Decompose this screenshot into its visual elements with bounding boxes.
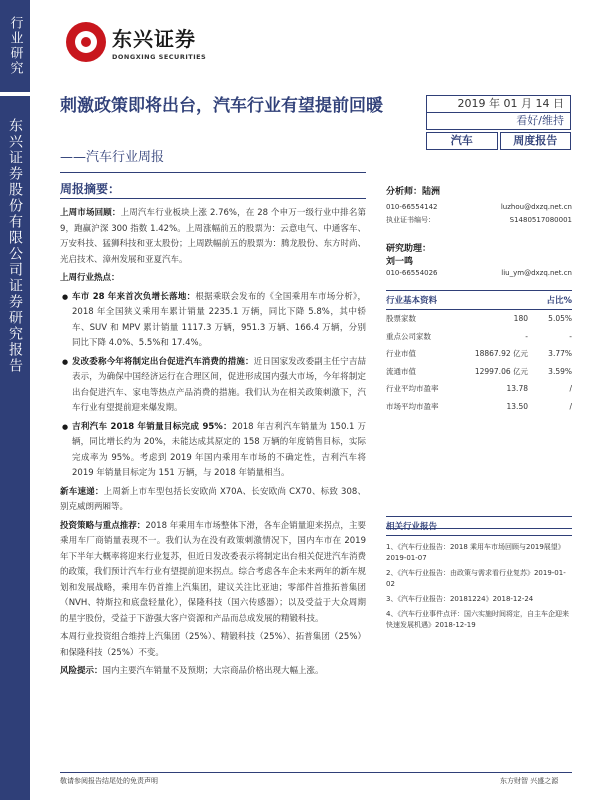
- table-cell-value: 18867.92 亿元: [474, 349, 528, 359]
- report-subtitle: ——汽车行业周报: [60, 150, 165, 165]
- table-row: [386, 363, 572, 381]
- report-type-tag: 周度报告: [500, 132, 572, 150]
- logo-cn-text: 东兴证券: [112, 27, 196, 51]
- related-report-link[interactable]: 3、《汽车行业报告：20181224》2018-12-24: [386, 595, 534, 603]
- bullet-text: 2018 年吉利汽车销量为 150.1 万辆，同比增长约为 20%，未能达成其原定的 158 万辆的年度销售目标，实际完成率为 95%。考虑到 2019 年国内乘用车市场的不确定性，吉利汽车将 2019 年销量目标定为 151 万辆，与 2018 年销量相当。: [72, 421, 366, 478]
- summary-heading: 周报摘要：: [60, 182, 121, 196]
- chart-area: [386, 416, 572, 529]
- strategy-text: 2018 年乘用车市场整体下滑，各车企销量迎来拐点，主要乘用车厂商销量表现不一。我们认为在没有政策刺激情况下，国内车市在 2019 年下半年大概率将迎来行业复苏，但近日发改委表示将制定出台相关促进汽车消费的政策，我们预计汽车行业有望提前迎来拐点。综合考虑各车企未来两年的新车规划和发展战略，乘用车仍首推上汽集团，建议关注比亚迪；零部件首推拓普集团（NVH、特斯拉和底盘轻量化），保隆科技（国六传感器）；以及受益于大众周期的星宇股份，受益于下游强大客户资源和产品而总成发展的精锻科技。: [60, 520, 367, 624]
- portfolio-paragraph: 本周行业投资组合维持上汽集团（25%）、精锻科技（25%）、拓普集团（25%）和保隆科技（25%）不变。: [60, 632, 366, 658]
- analyst-email[interactable]: luzhou@dxzq.net.cn: [500, 203, 572, 211]
- sidebar-category-label: 行业研究: [7, 16, 23, 76]
- analyst-label: 分析师：: [386, 187, 423, 197]
- assistant-name: 刘一鸣: [386, 257, 414, 267]
- bullet-lead: 发改委称今年将制定出台促进汽车消费的措施：: [72, 356, 254, 367]
- analyst-panel: [386, 184, 572, 280]
- strategy-lead: 投资策略与重点推荐：: [60, 520, 146, 531]
- table-cell-pct: 5.05%: [548, 314, 572, 323]
- table-pct-header: 占比%: [546, 296, 572, 306]
- header-info-box: [426, 95, 571, 150]
- table-cell-pct: 3.77%: [548, 349, 572, 359]
- market-review-text: 上周汽车行业板块上涨 2.76%，在 28 个申万一级行业中排名第 9，跑赢沪深 300 指数 1.42%。上周涨幅前五的股票为：云意电气、中通客车、万安科技、猛狮科技和亚太股份；上周跌幅前五的股票为：腾龙股份、东方时尚、光启技术、漳州发展和亚夏汽车。: [60, 208, 367, 265]
- divider: [60, 172, 366, 173]
- new-cars-text: 上周新上市车型包括长安欧尚 X70A、长安欧尚 CX70、标致 308、别克威朗两厢等。: [60, 486, 366, 512]
- footer-divider: [60, 772, 572, 773]
- report-date: 2019 年 01 月 14 日: [426, 95, 571, 112]
- new-cars-paragraph: [60, 485, 366, 516]
- table-cell-value: 12997.06 亿元: [474, 366, 528, 376]
- logo-mark-icon: [66, 22, 106, 62]
- assistant-email[interactable]: liu_ym@dxzq.net.cn: [501, 269, 572, 277]
- assistant-phone: 010-66554026: [386, 269, 438, 277]
- new-cars-lead: 新车速递：: [60, 486, 104, 497]
- table-row: [386, 310, 572, 328]
- related-report-link[interactable]: 2、《汽车行业报告：由政策与需求看行业复苏》2019-01-02: [386, 569, 566, 588]
- table-row: [386, 345, 572, 363]
- table-cell-pct: /: [569, 401, 572, 411]
- related-reports-panel: [386, 516, 572, 635]
- industry-data-panel: [386, 290, 572, 529]
- industry-table-body: [386, 310, 572, 416]
- cert-number: S1480517080001: [509, 216, 572, 224]
- table-cell-value: 13.50: [506, 401, 528, 411]
- summary-body: [60, 206, 366, 683]
- industry-table-header: [386, 290, 572, 310]
- bullet-text: 近日国家发改委副主任宁吉喆表示，为确保中国经济运行在合理区间，促进形成国内强大市场，今年将制定出台促进汽车、家电等热点产品消费的措施。我们认为在相关政策刺激下，汽车行业有望提前迎来爆发期。: [72, 356, 366, 413]
- table-cell-label: 流通市值: [386, 366, 416, 376]
- list-item: [60, 355, 366, 417]
- report-title: 刺激政策即将出台，汽车行业有望提前回暖: [60, 96, 383, 116]
- table-cell-value: -: [525, 331, 528, 341]
- bullet-lead: 车市 28 年来首次负增长落地：: [72, 291, 196, 302]
- risk-paragraph: [60, 664, 366, 680]
- table-cell-value: 13.78: [506, 384, 528, 394]
- footer-slogan: 东方财智 兴盛之源: [500, 777, 559, 785]
- related-report-link[interactable]: 4、《汽车行业事件点评：国六实施时间将定，自主车企迎来快速发展机遇》2018-12-19: [386, 610, 569, 629]
- analyst-phone: 010-66554142: [386, 203, 438, 211]
- table-cell-label: 重点公司家数: [386, 331, 431, 341]
- sidebar-company-label: 东兴证券股份有限公司证券研究报告: [7, 118, 23, 374]
- risk-lead: 风险提示：: [60, 666, 103, 676]
- hot-topics-heading: 上周行业热点：: [60, 273, 120, 283]
- bullet-text: 根据乘联会发布的《全国乘用车市场分析》，2018 年全国狭义乘用车累计销量 2235.1 万辆，同比下降 5.8%，其中轿车、SUV 和 MPV 累计销量 1117.3 万辆，951.3 万辆、166.4 万辆，分别同比下降 4.0%、5.5%和 17.4%。: [72, 291, 366, 348]
- analyst-name: 陆洲: [422, 187, 441, 197]
- related-report-link[interactable]: 1、《汽车行业报告：2018 乘用车市场回顾与2019展望》2019-01-07: [386, 543, 565, 562]
- company-logo: [66, 22, 206, 62]
- table-row: [386, 328, 572, 346]
- list-item: [60, 290, 366, 352]
- table-title: 行业基本资料: [386, 296, 438, 306]
- footer-disclaimer: 敬请参阅报告结尾处的免责声明: [60, 777, 158, 785]
- rating: 看好/维持: [426, 112, 571, 130]
- assistant-heading: 研究助理：: [386, 244, 432, 254]
- table-cell-pct: -: [569, 331, 572, 341]
- sidebar-company: [0, 96, 30, 800]
- table-row: [386, 380, 572, 398]
- table-row: [386, 398, 572, 416]
- market-review-paragraph: [60, 206, 366, 268]
- table-cell-label: 行业市值: [386, 349, 416, 359]
- related-heading: 相关行业报告: [386, 516, 572, 536]
- table-cell-pct: 3.59%: [548, 366, 572, 376]
- table-cell-value: 180: [513, 314, 528, 323]
- risk-text: 国内主要汽车销量不及预期；大宗商品价格出现大幅上涨。: [102, 666, 324, 676]
- table-cell-label: 股票家数: [386, 314, 416, 323]
- industry-tag: 汽车: [426, 132, 498, 150]
- strategy-paragraph: [60, 519, 366, 628]
- sidebar-category: [0, 0, 30, 92]
- logo-en-text: DONGXING SECURITIES: [112, 53, 207, 61]
- cert-label: 执业证书编号：: [386, 216, 435, 224]
- table-cell-label: 市场平均市盈率: [386, 401, 439, 411]
- bullet-lead: 吉利汽车 2018 年销量目标完成 95%：: [72, 421, 232, 432]
- table-cell-pct: /: [569, 384, 572, 394]
- related-list: [386, 542, 572, 631]
- divider: [60, 198, 366, 199]
- table-cell-label: 行业平均市盈率: [386, 384, 439, 394]
- market-review-lead: 上周市场回顾：: [60, 208, 121, 218]
- sidebar: [0, 0, 30, 800]
- list-item: [60, 420, 366, 482]
- analyst-heading: [386, 184, 572, 197]
